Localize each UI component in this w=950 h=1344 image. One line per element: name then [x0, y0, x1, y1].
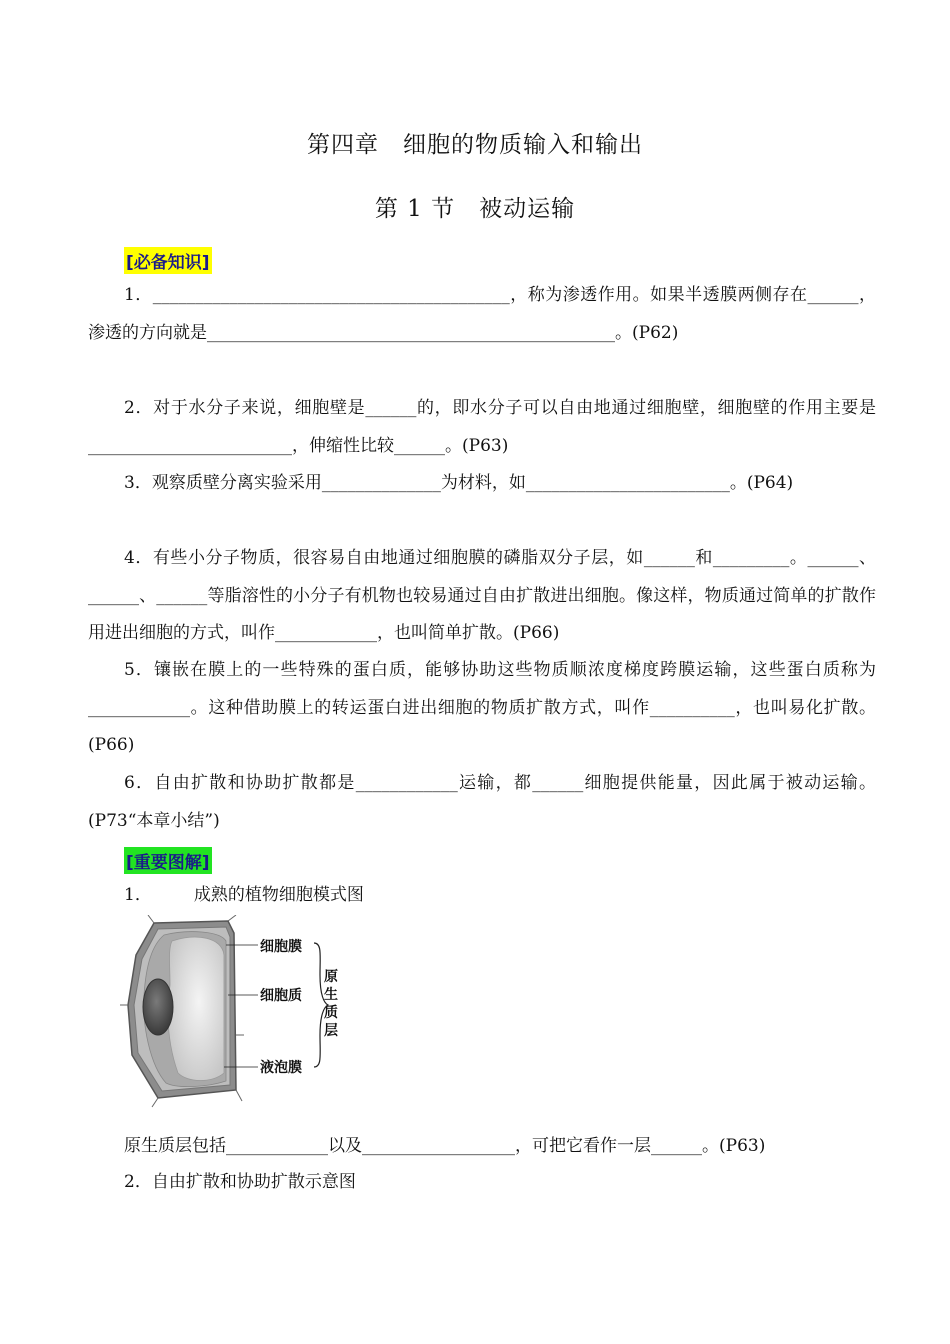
question-4: 4．有些小分子物质，很容易自由地通过细胞膜的磷脂双分子层，如______和_________。______、______、______等脂溶性的小分子有机物也较易通过自由扩散进出细胞。像这样，物质通过简单的扩散作用进出细胞的方式，叫作____________，也叫简单扩散。(P66): [88, 548, 876, 643]
chapter-title: 第四章 细胞的物质输入和输出: [307, 132, 643, 158]
label-protoplast-4: 层: [324, 1023, 338, 1039]
label-protoplast-1: 原: [324, 969, 338, 985]
tag-essential-knowledge: [必备知识]: [124, 247, 212, 274]
figure-2-caption: 2．自由扩散和协助扩散示意图: [124, 1172, 356, 1192]
tag-key-figures: [重要图解]: [124, 847, 212, 874]
vacuole: [168, 937, 224, 1080]
label-protoplast-3: 质: [324, 1005, 338, 1021]
label-protoplast-2: 生: [324, 987, 338, 1003]
figure-1-question: 原生质层包括____________以及__________________，可把它看作一层______。(P63): [124, 1136, 766, 1156]
label-tonoplast: 液泡膜: [260, 1060, 302, 1076]
label-cytoplasm: 细胞质: [260, 988, 302, 1004]
plant-cell-diagram: [118, 915, 358, 1110]
question-1: 1．__________________________________________，称为渗透作用。如果半透膜两侧存在______，渗透的方向就是________________________________________________。(P62): [88, 285, 876, 343]
figure-1-title: 成熟的植物细胞模式图: [193, 885, 364, 905]
nucleus: [143, 979, 173, 1035]
question-6: 6．自由扩散和协助扩散都是____________运输，都______细胞提供能量，因此属于被动运输。(P73“本章小结”): [88, 773, 876, 831]
section-title: 第 1 节 被动运输: [374, 196, 576, 222]
question-5: 5．镶嵌在膜上的一些特殊的蛋白质，能够协助这些物质顺浓度梯度跨膜运输，这些蛋白质称为____________。这种借助膜上的转运蛋白进出细胞的物质扩散方式，叫作__________，也叫易化扩散。(P66): [88, 660, 876, 755]
question-2: 2．对于水分子来说，细胞壁是______的，即水分子可以自由地通过细胞壁，细胞壁的作用主要是________________________，伸缩性比较______。(P63): [88, 398, 876, 456]
label-cell-membrane: 细胞膜: [260, 939, 302, 955]
question-3: 3．观察质壁分离实验采用______________为材料，如________________________。(P64): [124, 473, 794, 493]
figure-1-caption: [124, 877, 364, 914]
figure-1-number: 1．: [124, 885, 152, 905]
